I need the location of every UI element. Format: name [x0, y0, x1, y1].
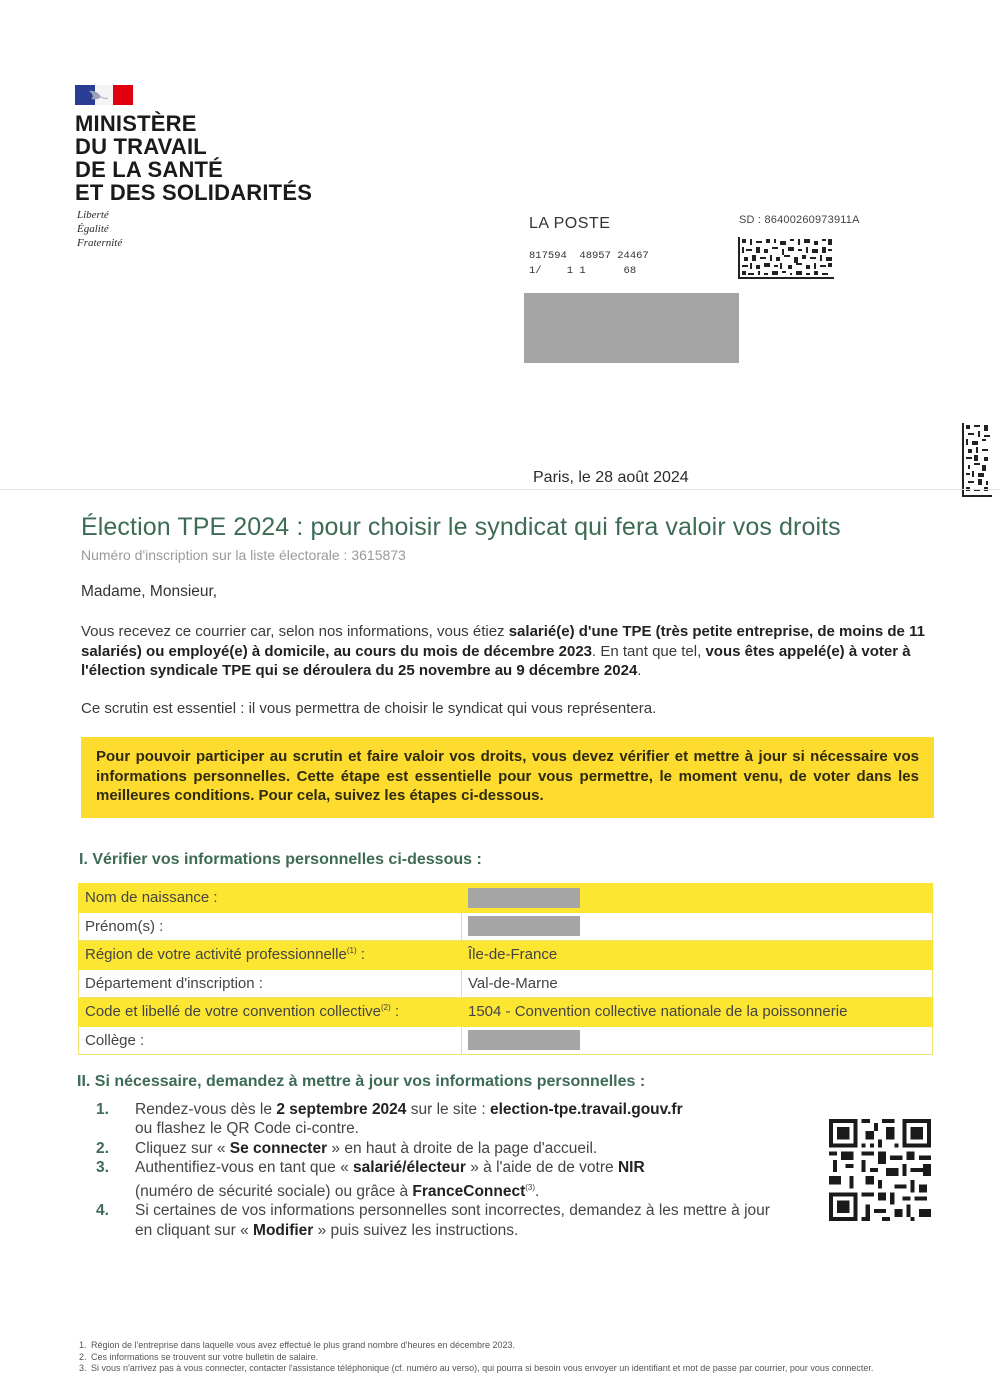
side-barcode-icon: [962, 423, 992, 497]
table-row: [79, 912, 933, 941]
section-title-verify: I. Vérifier vos informations personnelles ci-dessous :: [79, 851, 482, 868]
list-item: 4. Si certaines de vos informations personnelles sont incorrectes, demandez à les mettre à jour en cliquant sur « Modifier » puis suivez les instructions.: [96, 1202, 770, 1239]
list-item: 2. Cliquez sur « Se connecter » en haut à droite de la page d'accueil.: [96, 1139, 598, 1157]
table-row: [79, 884, 933, 913]
ministry-line: ET DES SOLIDARITÉS: [75, 180, 313, 205]
ministry-line: MINISTÈRE: [75, 111, 197, 136]
letter-title: Élection TPE 2024 : pour choisir le syndicat qui fera valoir vos droits: [81, 513, 841, 541]
ministry-name: [75, 112, 375, 204]
steps-list: [96, 1100, 786, 1240]
footnote: 1. Région de l'entreprise dans laquelle vous avez effectué le plus grand nombre d'heures en décembre 2023.: [79, 1340, 516, 1350]
fold-line: [0, 489, 1000, 490]
sd-code: SD : 86400260973911A: [739, 214, 860, 226]
row-value: [462, 884, 933, 913]
datamatrix-barcode-icon: [738, 237, 834, 279]
redacted-value: [468, 1030, 580, 1050]
step-number: 2.: [96, 1139, 109, 1157]
row-value: Val-de-Marne: [462, 969, 933, 998]
footnote: 2. Ces informations se trouvent sur votre bulletin de salaire.: [79, 1351, 319, 1362]
motto-line: Égalité: [77, 223, 109, 235]
site-url-link[interactable]: election-tpe.travail.gouv.fr: [489, 1101, 683, 1118]
footnote-ref: (2): [381, 1003, 391, 1013]
table-row: [79, 1026, 933, 1055]
row-label: Nom de naissance :: [79, 884, 462, 913]
row-label: Département d'inscription :: [79, 969, 462, 998]
row-value: 1504 - Convention collective nationale de la poissonnerie: [462, 998, 933, 1027]
row-value: Île-de-France: [462, 941, 933, 970]
redacted-value: [468, 888, 580, 908]
postal-code-line: 817594 48957 24467: [529, 250, 649, 262]
intro-bold-text: vous êtes appelé(e) à voter à l'élection syndicale TPE qui se déroulera du 25 novembre au 9 décembre 2024: [81, 642, 911, 679]
marianne-flag-logo: [75, 85, 133, 105]
footnote: 3. Si vous n'arrivez pas à vous connecter, contacter l'assistance téléphonique (cf. numéro au verso), qui pourra si besoin vous envoyer un identifiant et mot de passe par courrier, pour vous connecter.: [79, 1363, 874, 1373]
recipient-address-redacted: [524, 293, 739, 363]
ministry-line: DU TRAVAIL: [75, 134, 207, 159]
step-number: 3.: [96, 1159, 109, 1177]
table-row: [79, 969, 933, 998]
row-value: [462, 912, 933, 941]
qr-code-icon[interactable]: [829, 1119, 931, 1221]
footnotes: [79, 1340, 934, 1375]
row-label: Collège :: [79, 1026, 462, 1055]
highlight-box: Pour pouvoir participer au scrutin et faire valoir vos droits, vous devez vérifier et mettre à jour si nécessaire vos informations personnelles. Cette étape est essentielle pour vous permettre, le moment venu, de voter dans les meilleures conditions. Pour cela, suivez les étapes ci-dessous.: [81, 737, 934, 818]
row-label: Prénom(s) :: [79, 912, 462, 941]
republic-motto: [77, 208, 122, 250]
intro-paragraph: [81, 622, 936, 681]
personal-info-table: [78, 883, 933, 1055]
motto-line: Fraternité: [77, 237, 123, 249]
table-row: [79, 998, 933, 1027]
redacted-value: [468, 916, 580, 936]
ministry-line: DE LA SANTÉ: [75, 157, 224, 182]
scrutin-paragraph: Ce scrutin est essentiel : il vous permettra de choisir le syndicat qui vous représentera.: [81, 700, 657, 717]
step-number: 1.: [96, 1101, 109, 1118]
intro-text: .: [637, 662, 642, 679]
postal-carrier: LA POSTE: [529, 215, 611, 232]
motto-line: Liberté: [77, 209, 109, 221]
intro-bold-text: salarié(e) d'une TPE (très petite entreprise, de moins de 11 salariés) ou employé(e) à domicile, au cours du mois de décembre 2023: [81, 623, 925, 660]
greeting: Madame, Monsieur,: [81, 583, 218, 600]
registration-number: Numéro d'inscription sur la liste électorale : 3615873: [81, 547, 406, 563]
footnote-ref: (1): [346, 946, 357, 956]
footnote-ref: (3): [525, 1182, 536, 1192]
row-label: Code et libellé de votre convention collective$^{(2)}$ :: [79, 998, 462, 1027]
step-number: 4.: [96, 1202, 109, 1220]
section-title-update: II. Si nécessaire, demandez à mettre à jour vos informations personnelles :: [77, 1073, 646, 1090]
postal-codes: [529, 249, 649, 279]
letter-date: Paris, le 28 août 2024: [533, 469, 689, 486]
list-item: 3. Authentifiez-vous en tant que « salarié/électeur » à l'aide de de votre NIR (numéro de sécurité sociale) ou grâce à FranceConnect$^{(3)}$.: [96, 1159, 645, 1200]
table-row: [79, 941, 933, 970]
list-item: 1. Rendez-vous dès le 2 septembre 2024 sur le site : election-tpe.travail.gouv.fr ou flashez le QR Code ci-contre.: [96, 1101, 683, 1138]
intro-text: Vous recevez ce courrier car, selon nos informations, vous étiez: [81, 623, 509, 640]
row-value: [462, 1026, 933, 1055]
postal-code-line: 1/ 1 1 68: [529, 265, 637, 277]
intro-text: . En tant que tel,: [592, 642, 706, 660]
row-label: Région de votre activité professionnelle$^{(1)}$ :: [79, 941, 462, 970]
